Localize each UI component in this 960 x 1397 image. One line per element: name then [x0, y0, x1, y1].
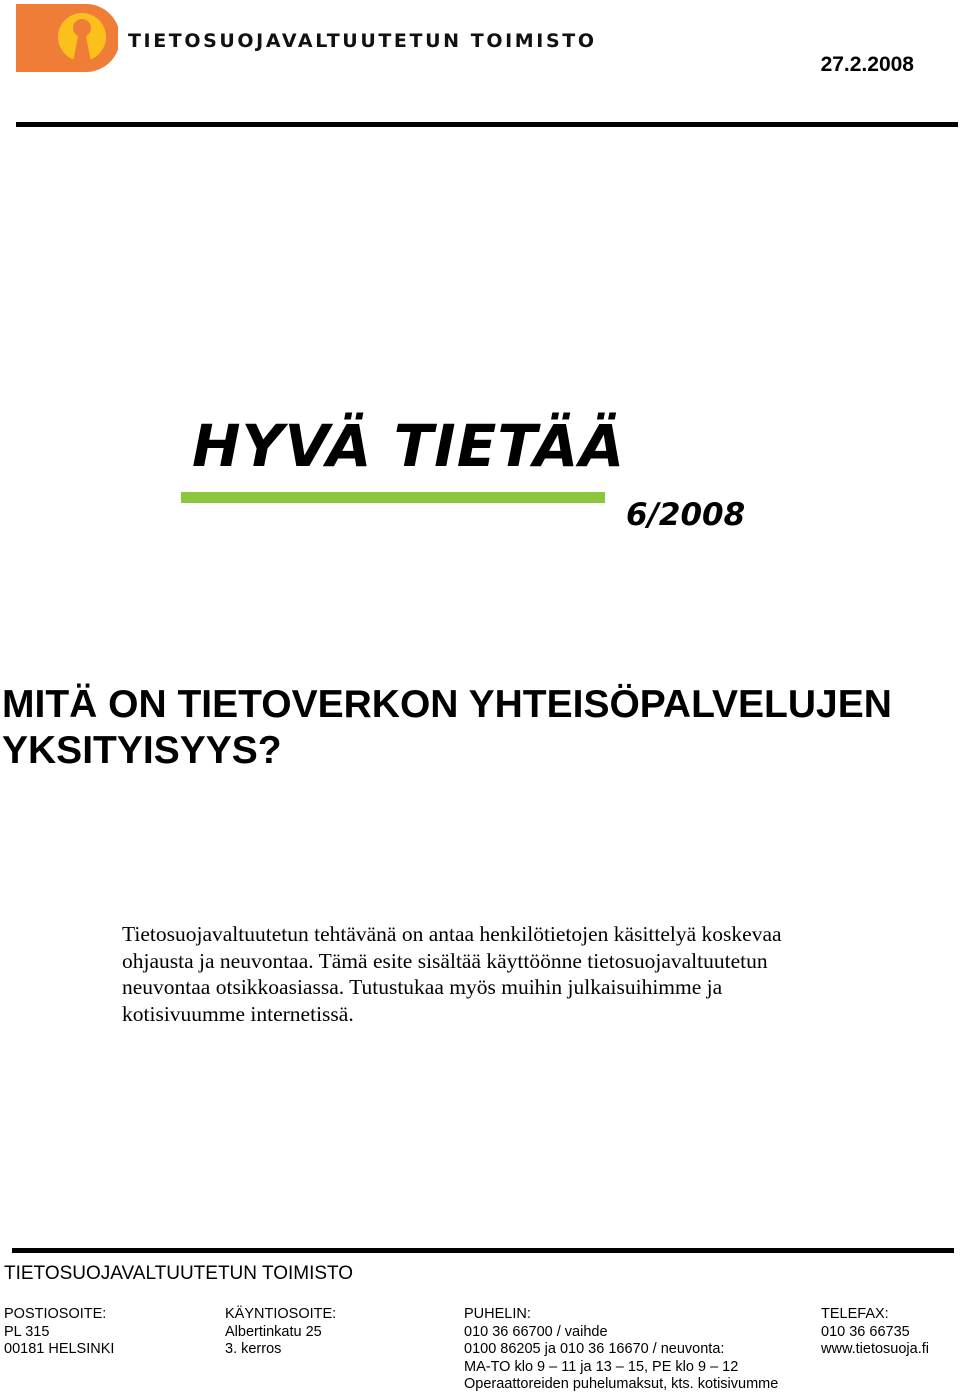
document-date: 27.2.2008 [820, 53, 914, 76]
visiting-line: Albertinkatu 25 [225, 1323, 322, 1340]
phone-line: Operaattoreiden puhelumaksut, kts. kotisivumme [464, 1376, 779, 1393]
publication-title: HYVÄ TIETÄÄ [192, 412, 626, 480]
footer-visiting-address [225, 1306, 336, 1359]
visiting-line: 3. kerros [225, 1341, 282, 1358]
footer-org-name: TIETOSUOJAVALTUUTETUN TOIMISTO [4, 1263, 354, 1284]
phone-label: PUHELIN: [464, 1306, 531, 1322]
issue-number: 6/2008 [626, 497, 746, 533]
postal-label: POSTIOSOITE: [4, 1306, 107, 1322]
top-divider [16, 122, 958, 127]
postal-line: 00181 HELSINKI [4, 1341, 115, 1358]
footer-phone [464, 1306, 778, 1394]
intro-paragraph: Tietosuojavaltuutetun tehtävänä on antaa henkilötietojen käsittelyä koskevaa ohjausta ja neuvontaa. Tämä esite sisältää käyttöönne tietosuojavaltuutetun neuvontaa otsikkoasiassa. Tutustukaa myös muihin julkaisuihimme ja kotisivuumme internetissä. [122, 922, 782, 1026]
footer-divider [12, 1248, 954, 1253]
main-heading: MITÄ ON TIETOVERKON YHTEISÖPALVELUJEN YKSITYISYYS? [2, 683, 892, 772]
postal-line: PL 315 [4, 1323, 50, 1340]
fax-label: TELEFAX: [821, 1306, 889, 1322]
footer-fax [821, 1306, 929, 1359]
fax-line: 010 36 66735 [821, 1323, 910, 1340]
office-logo-icon [16, 4, 118, 72]
org-name-header: TIETOSUOJAVALTUUTETUN TOIMISTO [128, 30, 597, 52]
phone-line: 010 36 66700 / vaihde [464, 1323, 608, 1340]
footer-postal-address [4, 1306, 114, 1359]
phone-line: 0100 86205 ja 010 36 16670 / neuvonta: [464, 1341, 725, 1358]
website-link[interactable]: www.tietosuoja.fi [821, 1341, 929, 1358]
title-underline-bar [181, 492, 605, 503]
phone-line: MA-TO klo 9 – 11 ja 13 – 15, PE klo 9 – 12 [464, 1358, 739, 1375]
visiting-label: KÄYNTIOSOITE: [225, 1306, 337, 1322]
